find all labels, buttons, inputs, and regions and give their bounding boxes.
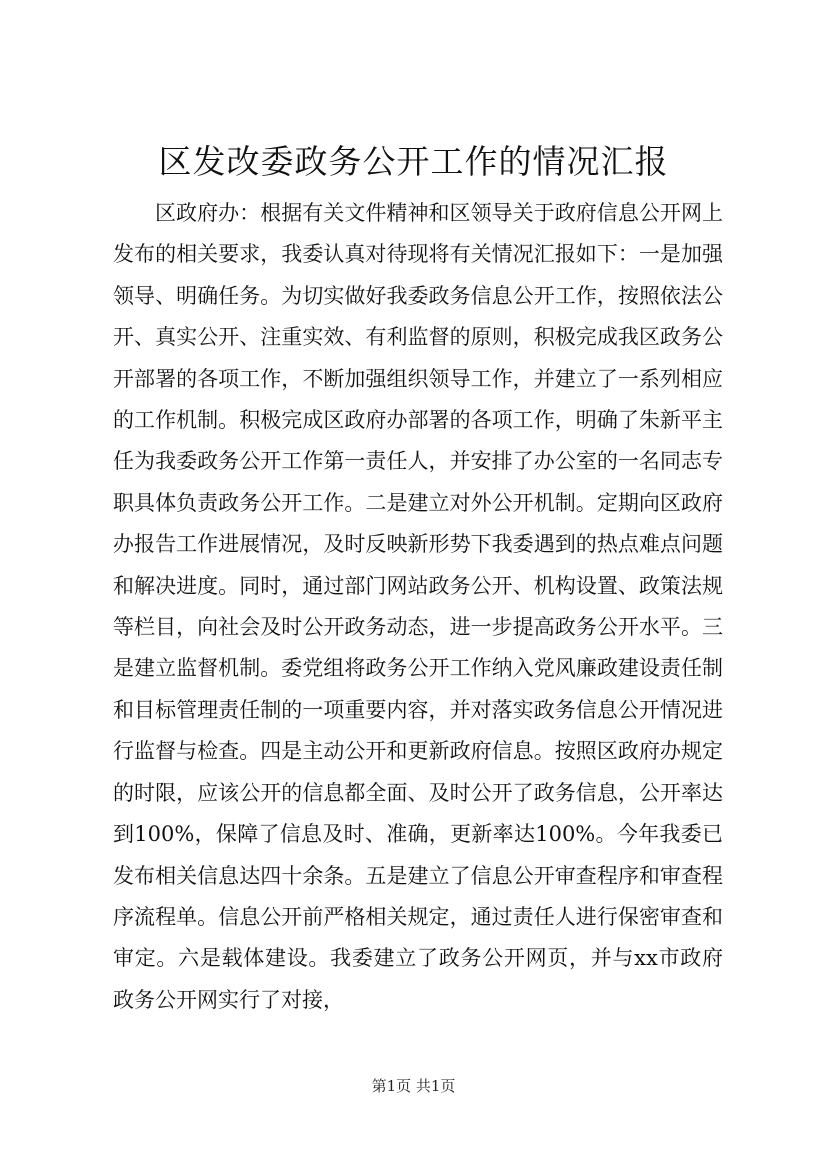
document-body-paragraph: 区政府办：根据有关文件精神和区领导关于政府信息公开网上发布的相关要求，我委认真对待现将有关情况汇报如下：一是加强领导、明确任务。为切实做好我委政务信息公开工作，按照依法公开、真实公开、注重实效、有利监督的原则，积极完成我区政务公开部署的各项工作，不断加强组织领导工作，并建立了一系列相应的工作机制。积极完成区政府办部署的各项工作，明确了朱新平主任为我委政务公开工作第一责任人，并安排了办公室的一名同志专职具体负责政务公开工作。二是建立对外公开机制。定期向区政府办报告工作进展情况，及时反映新形势下我委遇到的热点难点问题和解决进度。同时，通过部门网站政务公开、机构设置、政策法规等栏目，向社会及时公开政务动态，进一步提高政务公开水平。三是建立监督机制。委党组将政务公开工作纳入党风廉政建设责任制和目标管理责任制的一项重要内容，并对落实政务信息公开情况进行监督与检查。四是主动公开和更新政府信息。按照区政府办规定的时限，应该公开的信息都全面、及时公开了政务信息，公开率达到100%，保障了信息及时、准确，更新率达100%。今年我委已发布相关信息达四十余条。五是建立了信息公开审查程序和审查程序流程单。信息公开前严格相关规定，通过责任人进行保密审查和审定。六是载体建设。我委建立了政务公开网页，并与xx市政府政务公开网实行了对接， [113, 201, 723, 1012]
page-number-footer: 第1页 共1页 [371, 1077, 456, 1095]
document-title: 区发改委政务公开工作的情况汇报 [158, 142, 669, 181]
